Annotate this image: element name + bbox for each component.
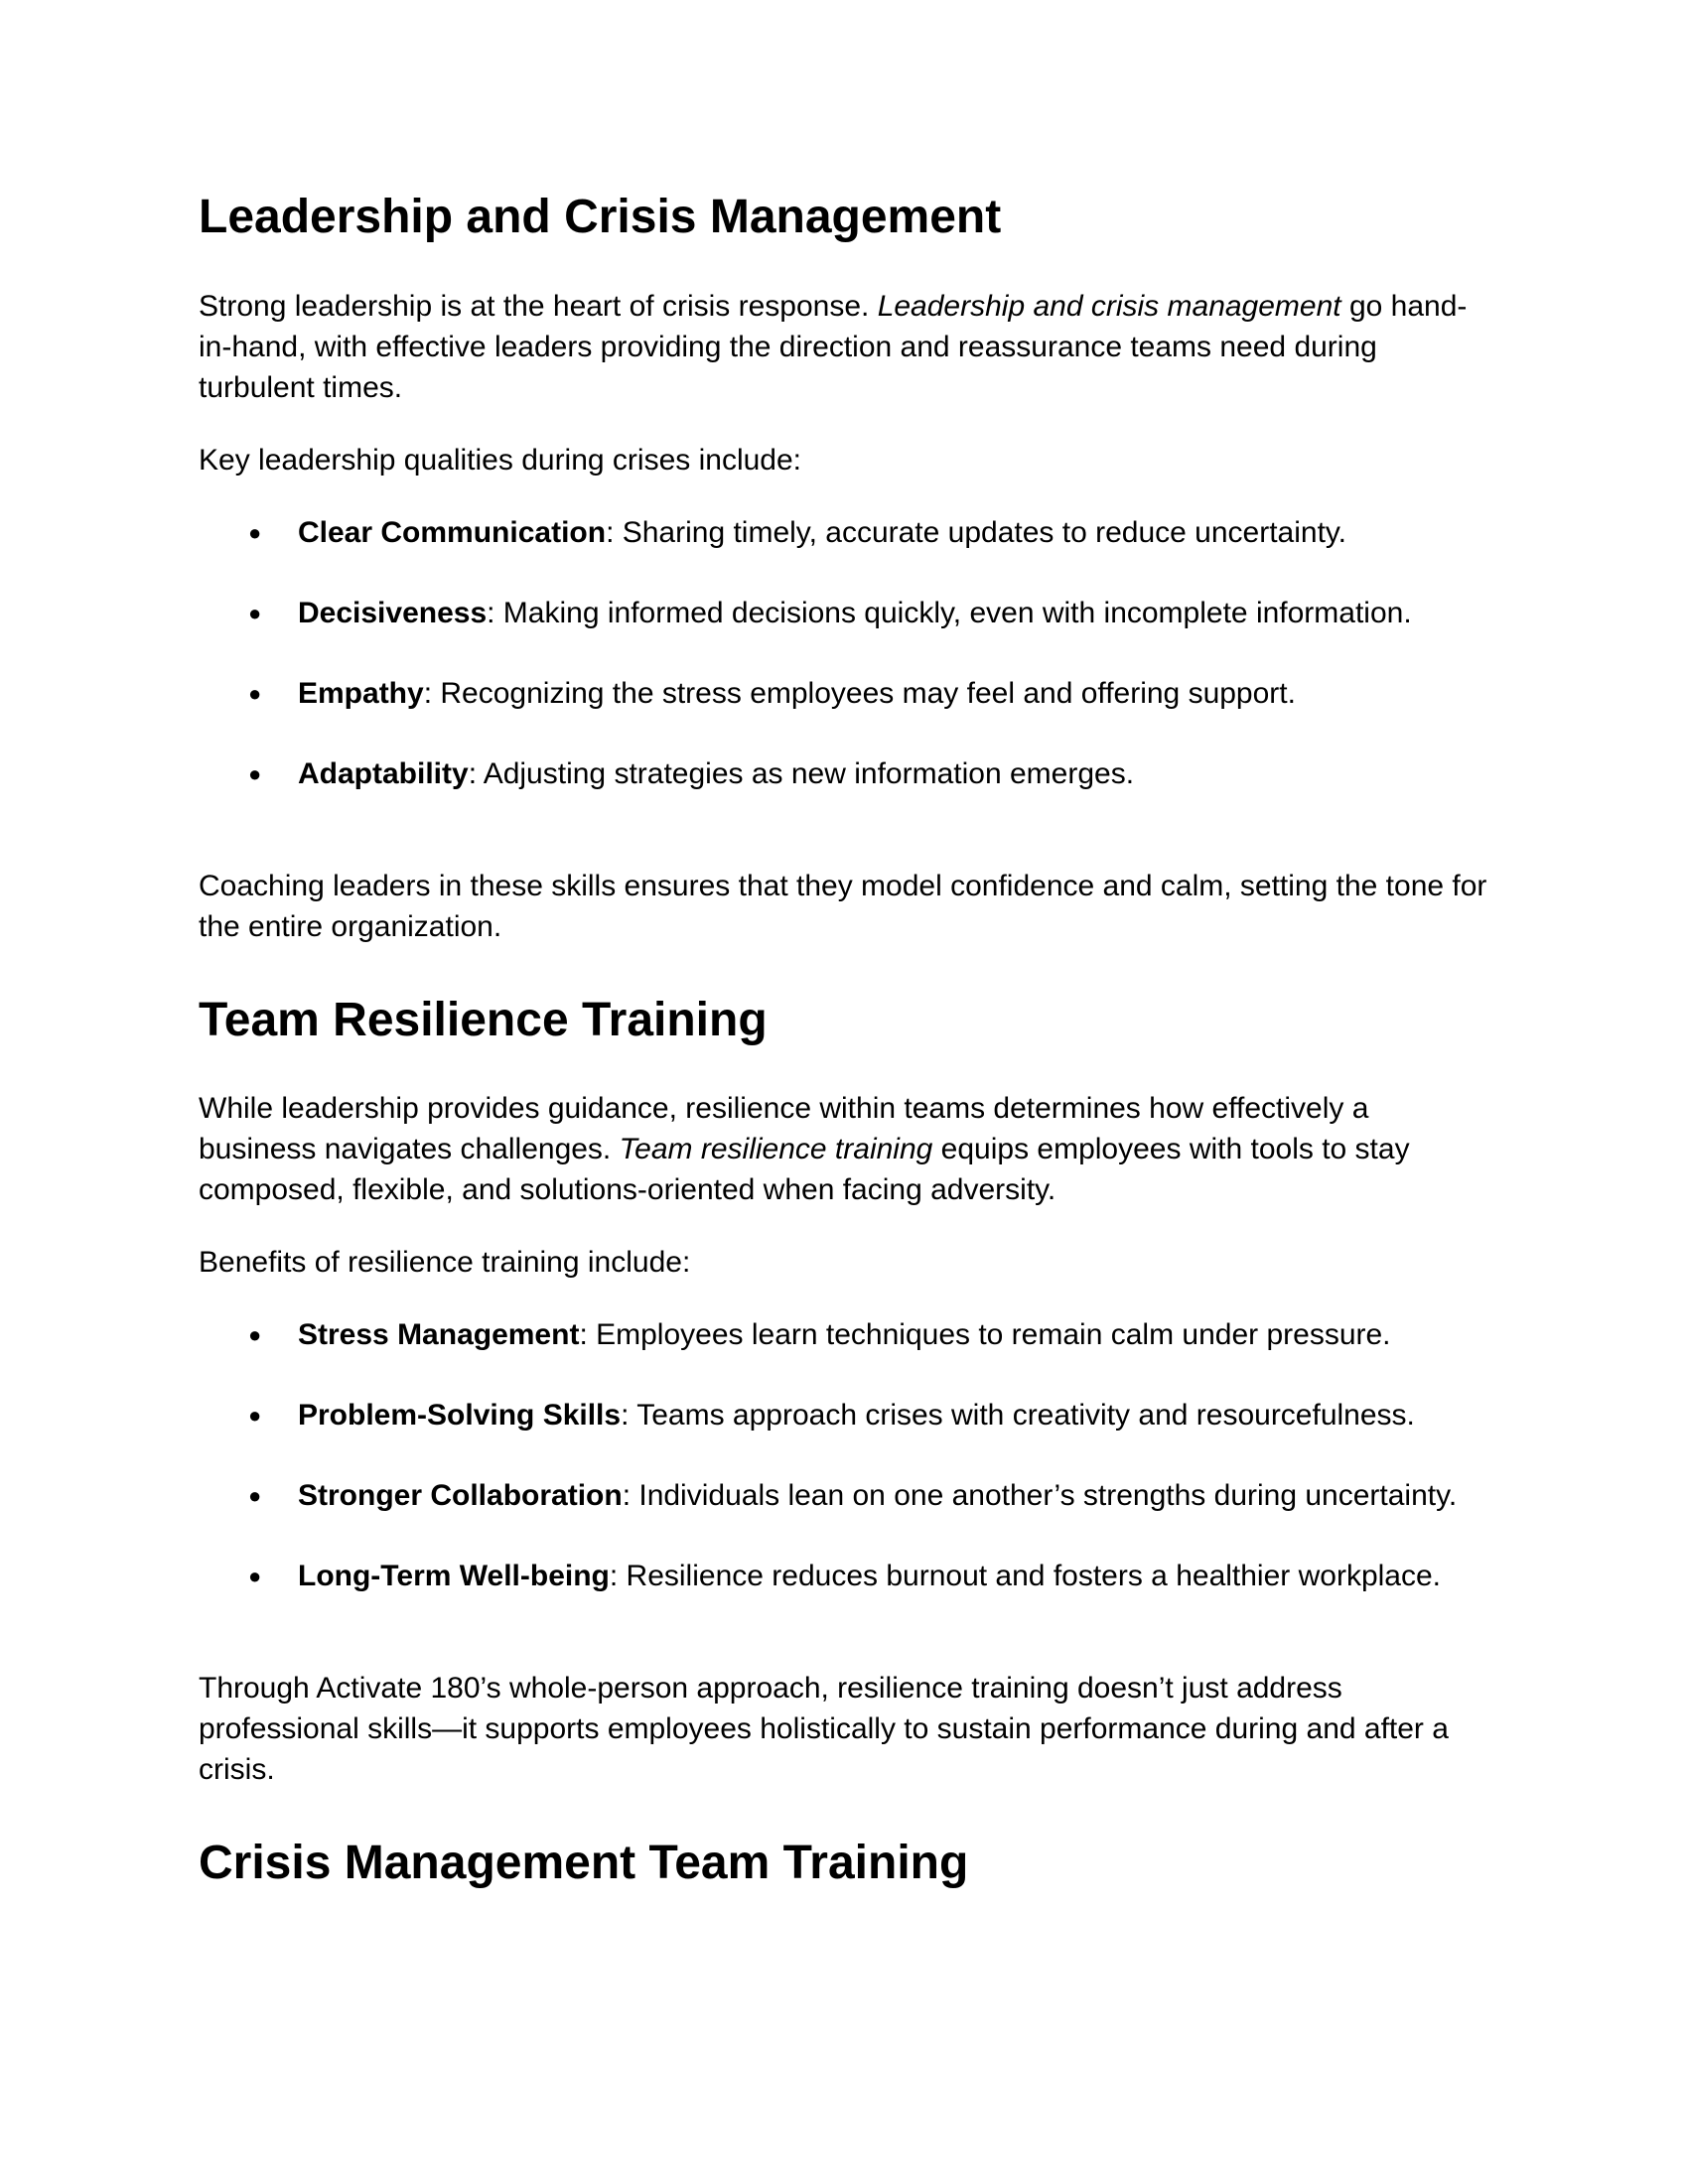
paragraph-key-qualities-intro: Key leadership qualities during crises include: — [199, 443, 802, 477]
heading-team-resilience-training: Team Resilience Training — [199, 993, 768, 1046]
leadership-intro-text-end: go hand-in-hand, with effective leaders providing the direction and reassurance teams need during turbulent times. — [199, 289, 1468, 404]
list-item-term: Long-Term Well-being — [298, 1560, 610, 1593]
list-item-term: Adaptability — [298, 756, 469, 790]
paragraph-resilience-closing: Through Activate 180’s whole-person approach, resilience training doesn’t just address professional skills—it supports employees holistically to sustain performance during and after a crisis. — [199, 1672, 1449, 1787]
list-item-term: Stress Management — [298, 1318, 580, 1352]
list-item-text: : Employees learn techniques to remain calm under pressure. — [579, 1318, 1391, 1352]
resilience-benefits-list — [199, 1314, 1489, 1596]
list-item — [199, 753, 1489, 794]
list-item — [199, 593, 1489, 633]
list-item-term: Decisiveness — [298, 596, 488, 629]
list-item-text: : Teams approach crises with creativity and resourcefulness. — [621, 1399, 1415, 1433]
bullet-icon: ● — [248, 680, 262, 706]
paragraph-leadership-closing: Coaching leaders in these skills ensures that they model confidence and calm, setting the tone for the entire organization. — [199, 869, 1487, 943]
list-item-text: : Resilience reduces burnout and fosters a healthier workplace. — [609, 1560, 1442, 1593]
bullet-icon: ● — [248, 600, 262, 625]
list-item-term: Empathy — [298, 676, 424, 710]
list-item-text: : Sharing timely, accurate updates to reduce uncertainty. — [606, 515, 1347, 549]
leadership-intro-text: Strong leadership is at the heart of crisis response. — [199, 289, 878, 323]
list-item-term: Clear Communication — [298, 515, 607, 549]
document-content — [199, 189, 1489, 1892]
bullet-icon: ● — [248, 1403, 262, 1429]
paragraph-benefits-intro: Benefits of resilience training include: — [199, 1246, 691, 1280]
list-item — [199, 1475, 1489, 1516]
resilience-intro-italic: Team resilience training — [619, 1133, 933, 1166]
list-item-text: : Adjusting strategies as new information emerges. — [468, 756, 1135, 790]
resilience-intro-text: While leadership provides guidance, resilience within teams determines how effectively a business navigates challenges. — [199, 1092, 1369, 1166]
list-item-term: Problem-Solving Skills — [298, 1399, 622, 1433]
bullet-icon: ● — [248, 1483, 262, 1509]
bullet-icon: ● — [248, 760, 262, 786]
list-item — [199, 1395, 1489, 1435]
bullet-icon: ● — [248, 1564, 262, 1589]
list-item-text: : Individuals lean on one another’s strengths during uncertainty. — [622, 1479, 1458, 1513]
bullet-icon: ● — [248, 1322, 262, 1348]
list-item-term: Stronger Collaboration — [298, 1479, 623, 1513]
list-item — [199, 1314, 1489, 1355]
list-item-text: : Making informed decisions quickly, even with incomplete information. — [487, 596, 1412, 629]
heading-leadership-crisis-management: Leadership and Crisis Management — [199, 191, 1002, 243]
resilience-intro-text-end: equips employees with tools to stay composed, flexible, and solutions-oriented when facing adversity. — [199, 1133, 1410, 1207]
paragraph-leadership-intro — [199, 286, 1489, 408]
heading-crisis-management-team-training: Crisis Management Team Training — [199, 1837, 969, 1890]
list-item — [199, 1556, 1489, 1596]
paragraph-resilience-intro — [199, 1088, 1489, 1210]
list-item — [199, 673, 1489, 714]
bullet-icon: ● — [248, 519, 262, 545]
leadership-qualities-list — [199, 512, 1489, 794]
leadership-intro-italic: Leadership and crisis management — [877, 289, 1341, 323]
list-item — [199, 512, 1489, 553]
list-item-text: : Recognizing the stress employees may feel and offering support. — [423, 676, 1296, 710]
